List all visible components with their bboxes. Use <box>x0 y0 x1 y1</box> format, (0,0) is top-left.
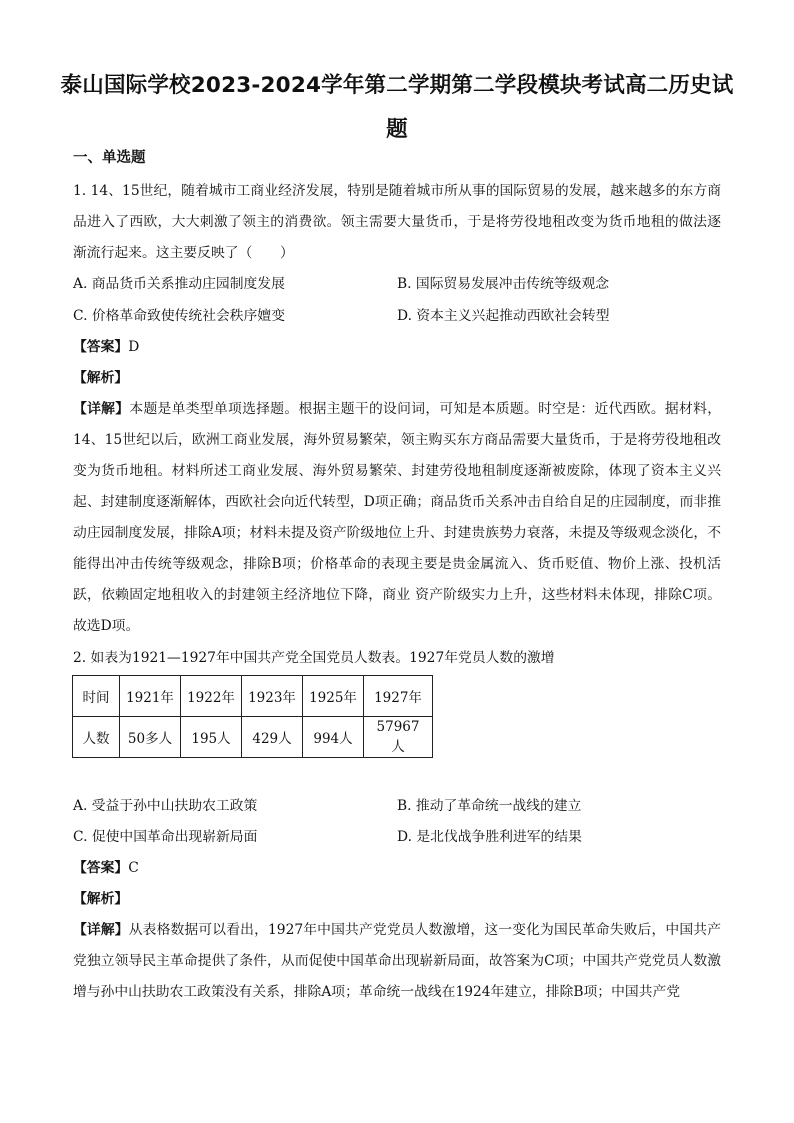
analysis-label: 【解析】 <box>73 370 129 386</box>
q1-analysis <box>73 363 128 394</box>
detail-label: 【详解】 <box>73 922 129 938</box>
detail-text: 本题是单类型单项选择题。根据主题干的设问词，可知是本质题。时空是：近代西欧。据材料，14、15世纪以后，欧洲工商业发展，海外贸易繁荣，领主购买东方商品需要大量货币，于是将劳役地租改变为货币地租。材料所述工商业发展、海外贸易繁荣、封建劳役地租制度逐渐被废除，体现了资本主义兴起、封建制度逐渐解体，西欧社会向近代转型，D项正确；商品货币关系冲击自给自足的庄园制度，而非推动庄园制度发展，排除A项；材料未提及资产阶级地位上升、封建贵族势力衰落，未提及等级观念淡化，不能得出冲击传统等级观念，排除B项；价格革命的表现主要是贵金属流入、货币贬值、物价上涨、投机活跃，依赖固定地租收入的封建领主经济地位下降，商业 资产阶级实力上升，这些材料未体现，排除C项。故选D项。 <box>73 401 721 634</box>
table-cell: 994人 <box>303 717 364 758</box>
q1-option-c: C. 价格革命致使传统社会秩序嬗变 <box>73 308 285 324</box>
q2-option-d: D. 是北伐战争胜利进军的结果 <box>397 829 582 845</box>
table-cell: 1923年 <box>242 676 303 717</box>
q1-option-a: A. 商品货币关系推动庄园制度发展 <box>73 276 285 292</box>
table-cell: 人数 <box>73 717 120 758</box>
table-cell: 195人 <box>181 717 242 758</box>
q2-option-c: C. 促使中国革命出现崭新局面 <box>73 829 258 845</box>
table-cell: 1925年 <box>303 676 364 717</box>
table-row <box>73 717 433 758</box>
table-cell: 时间 <box>73 676 120 717</box>
q2-analysis <box>73 884 128 915</box>
table-cell: 1921年 <box>120 676 181 717</box>
table-cell: 1922年 <box>181 676 242 717</box>
section-heading: 一、单选题 <box>73 150 146 166</box>
q1-stem: 1. 14、15世纪，随着城市工商业经济发展，特别是随着城市所从事的国际贸易的发展，越来越多的东方商品进入了西欧，大大刺激了领主的消费欲。领主需要大量货币，于是将劳役地租改变为货币地租的做法逐渐流行起来。这主要反映了（ ） <box>73 183 721 261</box>
q2-answer <box>73 853 139 884</box>
q1-answer <box>73 332 139 363</box>
detail-text: 从表格数据可以看出，1927年中国共产党党员人数激增，这一变化为国民革命失败后，中国共产党独立领导民主革命提供了条件，从而促使中国革命出现崭新局面，故答案为C项；中国共产党党员人数激增与孙中山扶助农工政策没有关系，排除A项；革命统一战线在1924年建立，排除B项；中国共产党 <box>73 922 721 1000</box>
q2-stem: 2. 如表为1921—1927年中国共产党全国党员人数表。1927年党员人数的激增 <box>73 650 555 666</box>
title-line-1: 泰山国际学校2023-2024学年第二学期第二学段模块考试高二历史试 <box>60 73 734 98</box>
answer-value: D <box>128 339 140 355</box>
table-cell: 429人 <box>242 717 303 758</box>
party-member-table <box>72 675 433 758</box>
q1-option-d: D. 资本主义兴起推动西欧社会转型 <box>397 308 610 324</box>
q1-option-b: B. 国际贸易发展冲击传统等级观念 <box>397 276 610 292</box>
analysis-label: 【解析】 <box>73 891 129 907</box>
table-cell: 50多人 <box>120 717 181 758</box>
q2-option-a: A. 受益于孙中山扶助农工政策 <box>73 798 258 814</box>
q2-option-b: B. 推动了革命统一战线的建立 <box>397 798 582 814</box>
title-line-2: 题 <box>386 117 408 142</box>
table-row <box>73 676 433 717</box>
table-cell: 1927年 <box>364 676 433 717</box>
answer-value: C <box>128 860 139 876</box>
page-title <box>60 64 734 152</box>
q2-detail <box>73 915 721 1008</box>
detail-label: 【详解】 <box>73 401 130 417</box>
q1-detail <box>73 394 721 642</box>
table-cell: 57967人 <box>364 717 433 758</box>
answer-label: 【答案】 <box>73 339 129 355</box>
answer-label: 【答案】 <box>73 860 129 876</box>
